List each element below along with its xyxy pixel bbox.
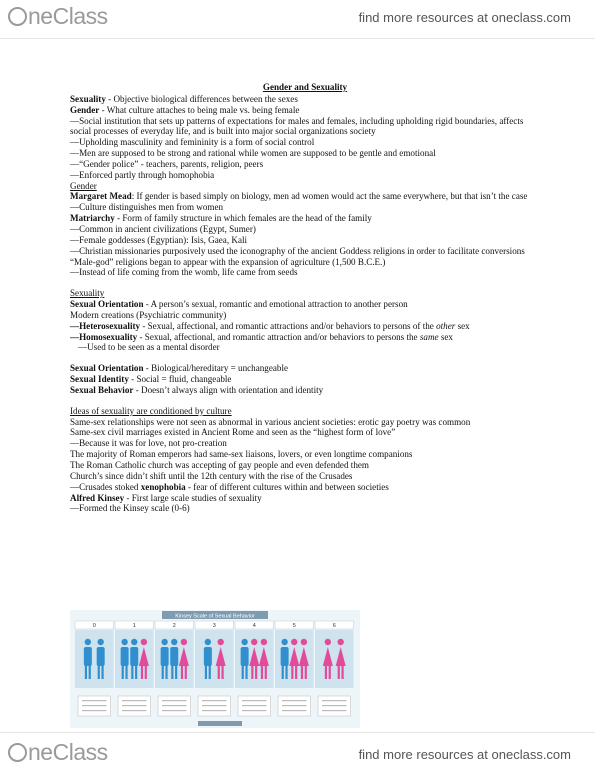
term: Sexual Identity: [70, 374, 129, 385]
term: Matriarchy: [70, 213, 115, 224]
line: —Because it was for love, not pro-creation: [70, 438, 227, 449]
line: The majority of Roman emperors had same-sex liaisons, lovers, or even longtime companions: [70, 449, 413, 460]
kinsey-column-6: [315, 621, 354, 716]
scale-number: 1: [132, 623, 136, 630]
line: Modern creations (Psychiatric community): [70, 309, 227, 320]
caption-line: [122, 705, 147, 706]
kinsey-column-2: [155, 621, 194, 716]
line: Same-sex relationships were not seen as abnormal in various ancient societies: erotic gay poetry was common: [70, 416, 471, 427]
term: Sexual Orientation: [70, 363, 144, 374]
definition: - Sexual, affectional, and romantic attraction and/or behaviors to persons the: [137, 331, 420, 342]
caption-line: [282, 700, 307, 701]
scale-number: 2: [172, 623, 176, 630]
line: —Enforced partly through homophobia: [70, 169, 215, 180]
line: —Culture distinguishes men from women: [70, 202, 224, 213]
caption-line: [162, 700, 187, 701]
caption-line: [282, 705, 307, 706]
definition: - Form of family structure in which females are the head of the family: [114, 213, 372, 224]
caption-line: [322, 705, 347, 706]
oneclass-logo[interactable]: neClass: [8, 739, 108, 766]
line: Church’s since didn’t shift until the 12th century with the rise of the Crusades: [70, 470, 353, 481]
document-title: Gender and Sexuality: [262, 82, 348, 92]
line: [70, 374, 540, 385]
column-panel: [75, 630, 114, 688]
kinsey-column-4: [235, 621, 274, 716]
line: —Formed the Kinsey scale (0-6): [70, 503, 190, 514]
term: Sexual Orientation: [70, 299, 144, 310]
kinsey-scale-figure: [70, 610, 360, 728]
line: [70, 213, 540, 224]
line: [70, 385, 540, 396]
caption-line: [162, 710, 187, 711]
definition: - A person’s sexual, romantic and emotional attraction to another person: [143, 299, 408, 310]
caption-line: [282, 710, 307, 711]
emphasis: other: [436, 320, 456, 331]
definition: - Sexual, affectional, and romantic attractions and/or behaviors to persons of the: [140, 320, 437, 331]
term: Margaret Mead: [70, 191, 132, 202]
column-panel: [315, 630, 354, 688]
text: —Crusades stoked: [70, 481, 141, 492]
definition-end: sex: [455, 320, 470, 331]
line: —Common in ancient civilizations (Egypt, Sumer): [70, 223, 256, 234]
caption-line: [322, 710, 347, 711]
line: [70, 493, 540, 504]
column-panel: [195, 630, 234, 688]
scale-number: 4: [252, 623, 256, 630]
logo-ring-icon: [8, 743, 27, 762]
definition-end: sex: [438, 331, 453, 342]
caption-line: [242, 710, 267, 711]
line: —Social institution that sets up patterns of expectations for males and females, including upholding rigid boundaries, affects social processes of everyday life, and is built into major social organizations society: [70, 115, 524, 137]
kinsey-column-1: [115, 621, 154, 716]
caption-line: [202, 710, 227, 711]
line: —Instead of life coming from the womb, life came from seeds: [70, 267, 298, 278]
line: Same-sex civil marriages existed in Ancient Rome and seen as the “highest form of love”: [70, 427, 396, 438]
caption-line: [202, 700, 227, 701]
definition: - Doesn’t always align with orientation and identity: [133, 384, 324, 395]
line: “Male-god” religions began to appear with the expansion of agriculture (1,500 B.C.E.): [70, 256, 386, 267]
definition: : If gender is based simply on biology, men ad women would act the same everywhere, but that isn’t the case: [131, 191, 528, 202]
emphasis: same: [419, 331, 439, 342]
definition: - fear of different cultures within and between societies: [185, 481, 389, 492]
page-footer: [0, 732, 595, 771]
line: [70, 482, 540, 493]
find-resources-link[interactable]: find more resources at oneclass.com: [358, 747, 571, 762]
caption-line: [242, 705, 267, 706]
line: [70, 321, 540, 332]
section-heading: Sexuality: [70, 288, 105, 299]
caption-line: [122, 700, 147, 701]
term: Sexuality: [70, 93, 106, 104]
term: Gender: [70, 104, 100, 115]
line: —Female goddesses (Egyptian): Isis, Gaea, Kali: [70, 234, 248, 245]
term: Sexual Behavior: [70, 384, 134, 395]
definition: - Social = fluid, changeable: [128, 374, 232, 385]
caption-line: [202, 705, 227, 706]
line: [70, 105, 540, 116]
line: [70, 363, 540, 374]
term: —Homosexuality: [70, 331, 138, 342]
line: —Upholding masculinity and femininity is a form of social control: [70, 137, 315, 148]
oneclass-logo[interactable]: neClass: [8, 3, 108, 30]
section-heading: Ideas of sexuality are conditioned by culture: [70, 405, 232, 416]
caption-line: [242, 700, 267, 701]
figure-title: Kinsey Scale of Sexual Behavior: [175, 613, 255, 620]
line: [70, 299, 540, 310]
caption-line: [122, 710, 147, 711]
kinsey-column-0: [75, 621, 114, 716]
definition: - Objective biological differences between the sexes: [105, 93, 298, 104]
scale-number: 0: [92, 623, 96, 630]
caption-line: [82, 705, 107, 706]
find-resources-link[interactable]: find more resources at oneclass.com: [358, 10, 571, 25]
scale-number: 3: [212, 623, 216, 630]
logo-ring-icon: [8, 7, 27, 26]
section-heading: Gender: [70, 180, 97, 191]
term: —Heterosexuality: [70, 320, 141, 331]
line: [70, 332, 540, 343]
line: —“Gender police” - teachers, parents, religion, peers: [70, 158, 264, 169]
caption-line: [82, 710, 107, 711]
definition: - Biological/hereditary = unchangeable: [143, 363, 289, 374]
caption-line: [82, 700, 107, 701]
scale-number: 6: [332, 623, 336, 630]
scale-number: 5: [292, 623, 296, 630]
line: [70, 94, 540, 105]
line: —Christian missionaries purposively used the iconography of the ancient Goddess religions in order to facilitate conversions: [70, 245, 525, 256]
line: [70, 191, 540, 202]
kinsey-column-3: [195, 621, 234, 716]
line: —Used to be seen as a mental disorder: [78, 342, 220, 353]
page-header: [0, 0, 595, 39]
term: xenophobia: [140, 481, 186, 492]
caption-line: [162, 705, 187, 706]
document-body: [70, 82, 540, 514]
line: The Roman Catholic church was accepting of gay people and even defended them: [70, 460, 369, 470]
figure-footer-band: [198, 721, 242, 726]
kinsey-column-5: [275, 621, 314, 716]
line: —Men are supposed to be strong and rational while women are supposed to be gentle and emotional: [70, 148, 436, 159]
definition: - What culture attaches to being male vs. being female: [99, 104, 300, 115]
caption-line: [322, 700, 347, 701]
kinsey-scale-svg: [70, 610, 360, 728]
term: Alfred Kinsey: [70, 492, 125, 503]
definition: - First large scale studies of sexuality: [124, 492, 262, 503]
